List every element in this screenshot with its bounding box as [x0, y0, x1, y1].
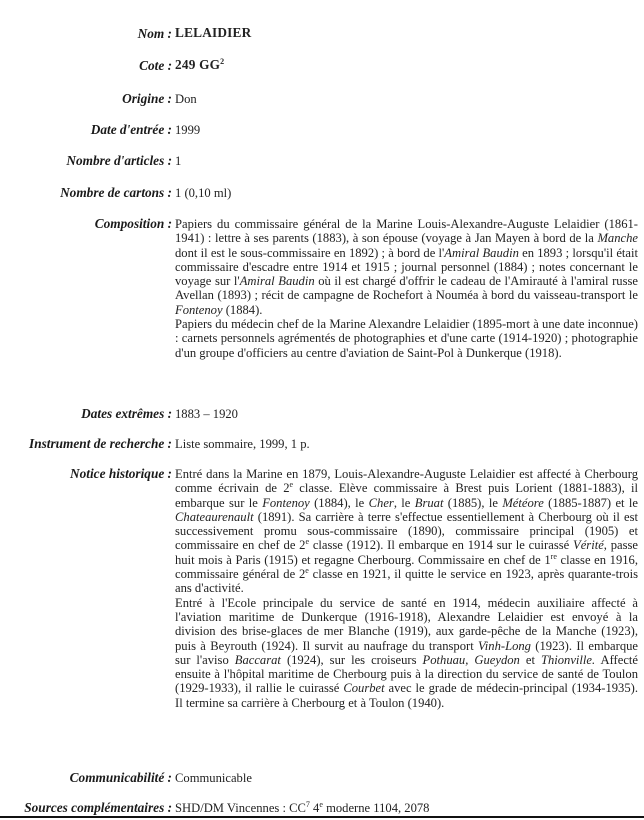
text: où il est chargé d'offrir le cadeau de l'Amirauté à l'amiral russe Avellan (1893) ; récit de campagne de Rochefort à Nouméa à bord du vaisseau-transport le	[175, 274, 639, 303]
text: (1884), le	[309, 495, 369, 510]
ordinal: e	[305, 566, 309, 576]
ship-name: Cher	[368, 495, 394, 510]
text: , le	[393, 495, 415, 510]
text: classe (1912). Il embarque en 1914 sur le cuirassé	[309, 538, 574, 553]
text: (1884).	[222, 302, 263, 317]
text: dont il est le sous-commissaire en 1892) ; à bord de l'	[175, 245, 445, 260]
notice-paragraph-2	[175, 596, 638, 710]
text: et	[519, 652, 541, 667]
text: (1885-1887) et le	[543, 495, 638, 510]
field-value-notice-historique	[175, 467, 638, 710]
ship-name: Pothuau, Gueydon	[422, 652, 520, 667]
text: Entré dans la Marine en 1879, Louis-Alexandre-Auguste Lelaidier est affecté à Cherbourg comme écrivain de 2	[175, 467, 638, 496]
field-value-nombre-cartons: 1 (0,10 ml)	[175, 186, 232, 200]
ship-name: Baccarat	[234, 652, 281, 667]
field-label: Composition :	[94, 216, 172, 231]
field-value-cote	[175, 58, 638, 72]
ship-name: Bruat	[414, 495, 444, 510]
text: moderne 1104, 2078	[322, 801, 430, 815]
text: 4	[309, 801, 320, 815]
ordinal: e	[305, 537, 310, 547]
text: SHD/DM Vincennes : CC	[175, 801, 306, 815]
text: Affecté ensuite à l'hôpital maritime de Cherbourg puis à la direction du service de santé de Toulon (1929-1933), il rallie le cuirassé	[175, 652, 639, 696]
ship-name: Météore	[502, 495, 544, 510]
field-label: Cote :	[139, 58, 172, 73]
ship-name: Thionville.	[540, 652, 596, 667]
field-label: Nombre d'articles :	[66, 153, 172, 168]
field-label: Dates extrêmes :	[81, 406, 172, 421]
ship-name: Vinh-Long	[478, 638, 531, 653]
field-value-nombre-articles: 1	[175, 154, 182, 168]
field-label: Nom :	[137, 26, 172, 41]
field-value-instrument-recherche: Liste sommaire, 1999, 1 p.	[175, 437, 310, 451]
ship-name: Fontenoy	[175, 302, 223, 317]
text: (1924), sur les croiseurs	[280, 652, 423, 667]
text: classe. Elève commissaire à Brest puis Lorient (1881-1883), il embarque sur le	[175, 481, 638, 510]
field-label: Notice historique :	[70, 466, 172, 481]
ship-name: Amiral Baudin	[444, 245, 519, 260]
field-label: Sources complémentaires :	[24, 800, 172, 815]
notice-paragraph-1	[175, 467, 638, 596]
text: (1885), le	[443, 495, 503, 510]
cote-exponent: 2	[220, 57, 225, 66]
text: classe en 1916, commissaire général de 2	[175, 552, 638, 582]
ship-name: Courbet	[343, 681, 385, 696]
field-label: Communicabilité :	[69, 770, 172, 785]
field-value-sources-complementaires	[175, 801, 638, 815]
ship-name: Fontenoy	[262, 495, 310, 510]
ship-name: Amiral Baudin	[239, 274, 315, 289]
composition-paragraph-2: Papiers du médecin chef de la Marine Alexandre Lelaidier (1895-mort à une date inconnue) : carnets personnels agrémentés de photographies et d'une carte (1914-1920) ; photographie d'un groupe d'officiers au centre d'aviation de Saint-Pol à Dunkerque (1918).	[175, 317, 638, 360]
field-value-date-entree: 1999	[175, 123, 201, 137]
text: avec le grade de médecin-principal (1934-1935). Il termine sa carrière à Cherbourg et à Toulon (1940).	[175, 681, 638, 710]
text: , passe huit mois à Paris (1915) et regagne Cherbourg. Commissaire en chef de 1	[175, 538, 638, 567]
text: classe en 1921, il quitte le service en 1923, après quarante-trois ans d'activité.	[175, 567, 638, 596]
field-label: Date d'entrée :	[90, 122, 172, 137]
field-label: Instrument de recherche :	[29, 436, 172, 451]
composition-paragraph-1	[175, 217, 638, 317]
field-value-dates-extremes: 1883 – 1920	[175, 407, 238, 421]
field-value-composition	[175, 217, 638, 360]
ship-name: Chateaurenault	[175, 509, 254, 524]
text: (1923). Il embarque sur l'aviso	[175, 638, 639, 667]
ship-name: Manche	[597, 231, 638, 246]
ordinal: e	[319, 800, 323, 809]
cote-text: 249 GG	[175, 57, 221, 72]
field-value-origine: Don	[175, 92, 197, 106]
ordinal: e	[289, 480, 294, 490]
exponent: 7	[305, 800, 310, 809]
text: Entré à l'Ecole principale du service de santé en 1914, médecin auxiliaire affecté à l'aviation maritime de Dunkerque (1916-1918), Alexandre Lelaidier est envoyé à la division des brise-glaces de mer Blanche (1919), aux garde-pêche de la Manche (1923), puis à Beyrouth (1924). Il survit au naufrage du transport	[175, 595, 638, 653]
ship-name: Vérité	[573, 538, 604, 553]
ordinal: re	[550, 551, 557, 561]
text: (1891). Sa carrière à terre s'effectue essentiellement à Cherbourg où il est successivement promu sous-commissaire (1890), commissaire principal (1905) et commissaire en chef de 2	[175, 509, 638, 553]
text: en 1893 ; lorsqu'il était commissaire d'escadre entre 1914 et 1915 ; journal personnel (1884) ; notes concernant le voyage sur l'	[175, 245, 638, 289]
text: Papiers du commissaire général de la Marine Louis-Alexandre-Auguste Lelaidier (1861-1941) : lettre à ses parents (1883), à son épouse (voyage à Jan Mayen à bord de la	[175, 217, 638, 246]
field-label: Nombre de cartons :	[60, 185, 172, 200]
field-label: Origine :	[122, 91, 172, 106]
field-value-nom: LELAIDIER	[175, 25, 252, 40]
field-value-communicabilite: Communicable	[175, 771, 252, 785]
bottom-divider	[0, 816, 644, 818]
